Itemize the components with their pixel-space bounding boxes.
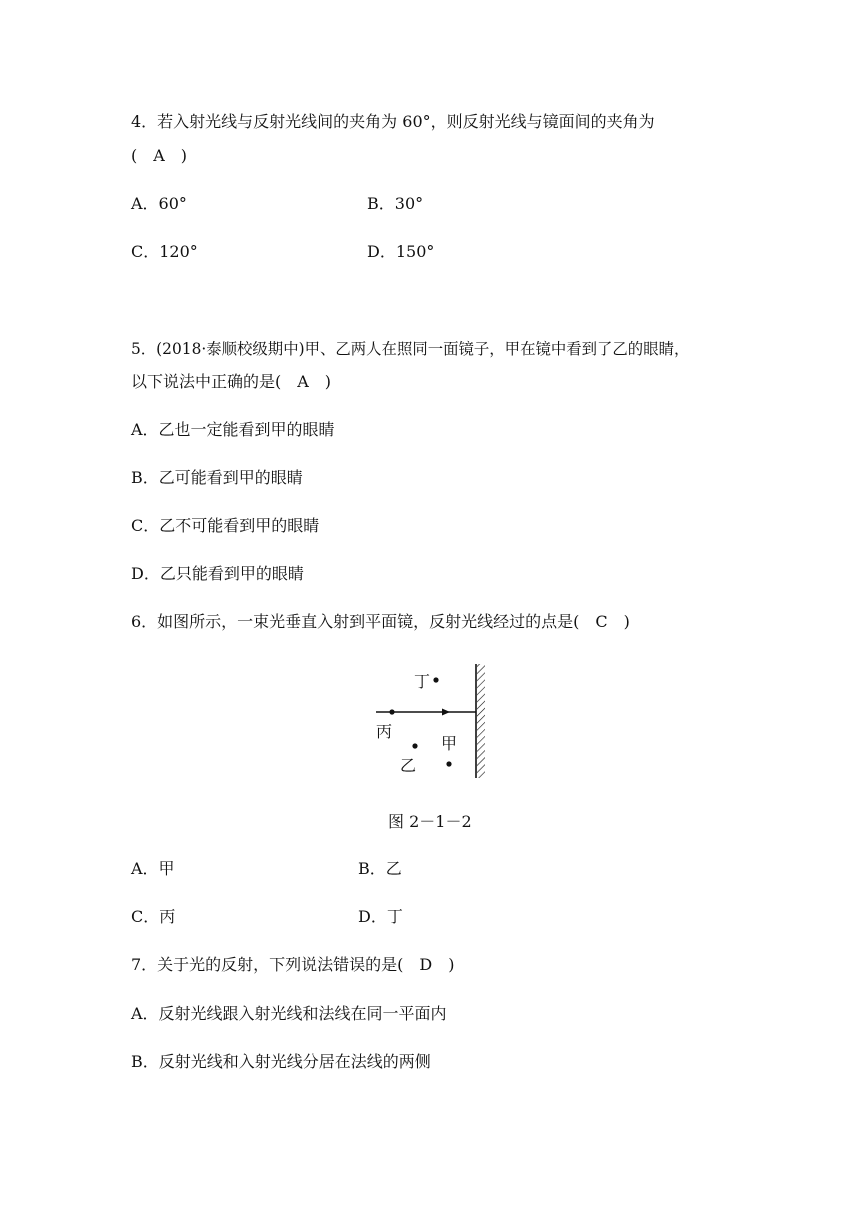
q7-option-a: A．反射光线跟入射光线和法线在同一平面内 [131,1004,447,1023]
q5-option-b: B．乙可能看到甲的眼睛 [131,468,303,487]
q4-option-c: C．120° [131,242,198,261]
q5-option-d: D．乙只能看到甲的眼睛 [131,564,304,583]
label-ding: 丁 [414,672,431,691]
q5-option-c: C．乙不可能看到甲的眼睛 [131,516,320,535]
q4-option-b: B．30° [367,194,424,213]
q5-stem-line1: 5．(2018·泰顺校级期中)甲、乙两人在照同一面镜子，甲在镜中看到了乙的眼睛， [131,340,690,358]
point-bing [389,709,394,714]
q6-option-a: A．甲 [131,859,175,878]
point-jia [446,761,451,766]
q4-option-a: A．60° [131,194,187,213]
q4-answer: ( A ) [131,146,188,165]
q4-option-d: D．150° [367,242,435,261]
q5-stem-line2: 以下说法中正确的是( A ) [131,372,332,391]
q7-stem: 7．关于光的反射，下列说法错误的是( D ) [131,955,455,974]
label-jia: 甲 [441,734,458,753]
q6-option-b: B．乙 [358,859,402,878]
label-yi: 乙 [400,756,417,775]
q7-option-b: B．反射光线和入射光线分居在法线的两侧 [131,1052,431,1071]
point-ding [433,677,438,682]
point-yi [412,743,417,748]
q4-stem: 4．若入射光线与反射光线间的夹角为 60°，则反射光线与镜面间的夹角为 [131,112,655,131]
label-bing: 丙 [376,722,393,741]
mirror-figure [370,660,490,780]
q6-option-c: C．丙 [131,907,176,926]
plane-mirror [476,664,485,778]
q6-option-d: D．丁 [358,907,403,926]
q5-option-a: A．乙也一定能看到甲的眼睛 [131,420,335,439]
figure-caption: 图 2－1－2 [388,812,472,831]
q6-stem: 6．如图所示，一束光垂直入射到平面镜，反射光线经过的点是( C ) [131,612,630,631]
